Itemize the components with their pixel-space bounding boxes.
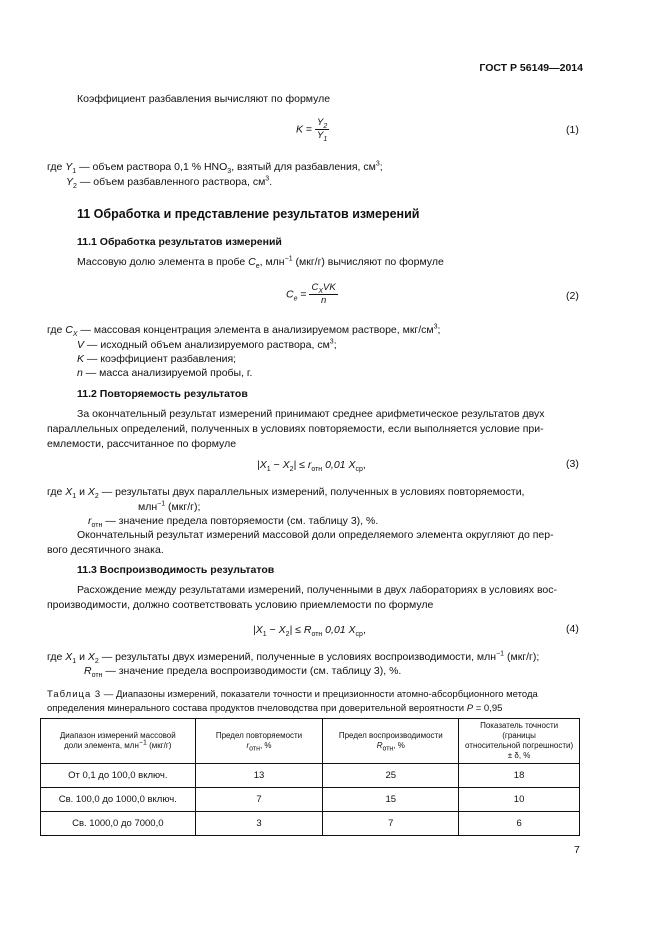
- section-11-title: 11 Обработка и представление результатов измерений: [77, 207, 420, 221]
- table-3-caption-line-1: Таблица 3 — Диапазоны измерений, показатели точности и прецизионности атомно-абсорбционного метода: [47, 689, 538, 700]
- formula3-def-1-cont: млн$^{-1}$ (мкг/г);: [138, 500, 201, 513]
- table-cell: 25: [323, 764, 459, 788]
- formula-1: K = $\frac{Y_2}{Y_1}$: [296, 117, 328, 143]
- table-row: [41, 812, 580, 836]
- table-header-range: Диапазон измерений массовой доли элемента, млн$^{-1}$ (мкг/г): [41, 719, 196, 764]
- section-11-2-title: 11.2 Повторяемость результатов: [77, 388, 248, 400]
- section-11-2-para2-line-2: вого десятичного знака.: [47, 544, 164, 556]
- table-cell: 10: [459, 788, 580, 812]
- formula-4: $|X_1 - X_2| \le R_{отн}$ 0,01 $X_{ср}$,: [253, 624, 366, 639]
- section-11-1-title: 11.1 Обработка результатов измерений: [77, 236, 282, 248]
- formula-3: $|X_1 - X_2| \le r_{отн}$ 0,01 $X_{ср}$,: [257, 459, 366, 474]
- formula4-def-1: где $X_1$ и $X_2$ — результаты двух измерений, полученные в условиях воспроизводимости, млн$^{-1}$ (мкг/г);: [47, 650, 540, 666]
- formula2-def-4: n — масса анализируемой пробы, г.: [77, 367, 253, 379]
- section-11-2-para-line-1: За окончательный результат измерений принимают среднее арифметическое результатов двух: [77, 408, 545, 420]
- section-11-3-title: 11.3 Воспроизводимость результатов: [77, 564, 275, 576]
- table-row: [41, 764, 580, 788]
- table-header-accuracy: Показатель точности (границы относительной погрешности) ± δ, %: [459, 719, 580, 764]
- table-3-caption-line-2: определения минерального состава продуктов пчеловодства при доверительной вероятности P = 0,95: [47, 703, 503, 714]
- section-11-2-para-line-2: параллельных определений, полученных в условиях повторяемости, если выполняется условие при-: [47, 423, 544, 435]
- table-cell: От 0,1 до 100,0 включ.: [41, 764, 196, 788]
- formula-2-number: (2): [566, 290, 579, 302]
- formula2-def-2: V — исходный объем анализируемого раствора, $см^3$;: [77, 338, 337, 351]
- formula2-def-3: K — коэффициент разбавления;: [77, 353, 237, 365]
- formula1-def-1: где $Y_1$ — объем раствора 0,1 % $HNO_3$, взятый для разбавления, $см^3$;: [47, 160, 383, 176]
- formula3-def-1: где $X_1$ и $X_2$ — результаты двух параллельных измерений, полученных в условиях повторяемости,: [47, 486, 525, 501]
- formula1-def-2: $Y_2$ — объем разбавленного раствора, $см^3$.: [66, 175, 273, 191]
- section-11-3-para-line-2: производимости, должно соответствовать условию приемлемости по формуле: [47, 599, 434, 611]
- formula-3-number: (3): [566, 458, 579, 470]
- standard-number: ГОСТ Р 56149—2014: [479, 62, 583, 74]
- table-row: [41, 788, 580, 812]
- table-cell: Св. 100,0 до 1000,0 включ.: [41, 788, 196, 812]
- formula2-def-1: где $C_X$ — массовая концентрация элемента в анализируемом растворе, мкг/$см^3$;: [47, 323, 441, 339]
- formula1-intro: Коэффициент разбавления вычисляют по формуле: [77, 93, 331, 105]
- table-cell: 13: [195, 764, 323, 788]
- table-header-repeatability: Предел повторяемости $r_{отн}$, %: [195, 719, 323, 764]
- table-cell: 6: [459, 812, 580, 836]
- formula3-def-2: $r_{отн}$ — значение предела повторяемости (см. таблицу 3), %.: [88, 515, 379, 530]
- formula4-def-2: $R_{отн}$ — значение предела воспроизводимости (см. таблицу 3), %.: [84, 665, 402, 680]
- table-cell: 7: [195, 788, 323, 812]
- table-3: [40, 718, 580, 836]
- formula-1-number: (1): [566, 124, 579, 136]
- table-cell: 15: [323, 788, 459, 812]
- section-11-3-para-line-1: Расхождение между результатами измерений, полученными в двух лабораториях в условиях вос-: [77, 584, 557, 596]
- formula-2: $C_e$ = $\frac{C_XVK}{n}$: [286, 282, 336, 306]
- section-11-2-para2-line-1: Окончательный результат измерений массовой доли определяемого элемента округляют до пер-: [77, 529, 554, 541]
- page-number: 7: [574, 844, 580, 856]
- table-cell: Св. 1000,0 до 7000,0: [41, 812, 196, 836]
- table-header-row: [41, 719, 580, 764]
- table-cell: 3: [195, 812, 323, 836]
- table-cell: 18: [459, 764, 580, 788]
- section-11-2-para-line-3: емлемости, рассчитанное по формуле: [47, 438, 237, 450]
- section-11-1-intro: Массовую долю элемента в пробе $C_e$, млн$^{-1}$ (мкг/г) вычисляют по формуле: [77, 255, 444, 271]
- table-header-reproducibility: Предел воспроизводимости $R_{отн}$, %: [323, 719, 459, 764]
- table-cell: 7: [323, 812, 459, 836]
- formula-4-number: (4): [566, 623, 579, 635]
